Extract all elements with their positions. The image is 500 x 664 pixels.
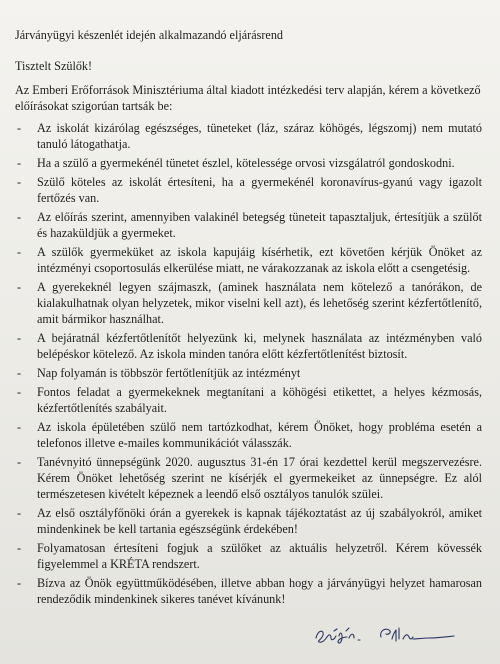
list-item xyxy=(15,155,482,171)
bullet-dash: - xyxy=(17,245,22,259)
bullet-dash: - xyxy=(17,210,22,224)
bullet-dash: - xyxy=(17,541,22,555)
bullet-dash: - xyxy=(17,280,22,294)
rule-text: A szülők gyermeküket az iskola kapujáig kísérhetik, ezt követően kérjük Önöket az intézményi csoportosulás elkerülése miatt, ne várakozzanak az iskola előtt a csengetésig. xyxy=(37,245,482,275)
rules-list xyxy=(15,120,482,607)
list-item xyxy=(15,330,482,362)
rule-text: Tanévnyitó ünnepségünk 2020. augusztus 31-én 17 órai kezdettel kerül megszervezésre. Kérem Önöket lehetőség szerint ne kísérjék el gyermekeiket az ünnepségre. Ez alól természetesen kivételt képeznek a leendő első osztályos tanulók szülei. xyxy=(37,455,482,501)
list-item xyxy=(15,120,482,152)
rule-text: Fontos feladat a gyermekeknek megtanítani a köhögési etikettet, a helyes kézmosás, kézfertőtlenítés szabályait. xyxy=(37,385,482,415)
document-title: Járványügyi készenlét idején alkalmazandó eljárásrend xyxy=(15,28,284,42)
rule-text: A gyerekeknél legyen szájmaszk, (aminek használata nem kötelező a tanórákon, de kialakulhatnak olyan helyzetek, mikor viselni kell azt), és lehetőség szerint kézfertőtlenítő, amit bármikor használhat. xyxy=(37,280,482,326)
list-item xyxy=(15,384,482,416)
bullet-dash: - xyxy=(17,331,22,345)
rule-text: Az előírás szerint, amennyiben valakinél betegség tüneteit tapasztaljuk, értesítjük a szülőt és hazaküldjük a gyermeket. xyxy=(37,210,482,240)
bullet-dash: - xyxy=(17,121,22,135)
rule-text: Nap folyamán is többször fertőtlenítjük az intézményt xyxy=(37,366,301,380)
rule-text: Ha a szülő a gyermekénél tünetet észlel, kötelessége orvosi vizsgálatról gondoskodni. xyxy=(37,156,455,170)
rule-text: Szülő köteles az iskolát értesíteni, ha a gyermekénél koronavírus-gyanú vagy igazolt fertőzés van. xyxy=(37,175,482,205)
bullet-dash: - xyxy=(17,420,22,434)
list-item xyxy=(15,244,482,276)
list-item xyxy=(15,365,482,381)
list-item xyxy=(15,575,482,607)
rule-text: Folyamatosan értesíteni fogjuk a szülőket az aktuális helyzetről. Kérem kövessék figyelemmel a KRÉTA rendszert. xyxy=(37,541,482,571)
intro-paragraph: Az Emberi Erőforrások Minisztériuma által kiadott intézkedési terv alapján, kérem a következő előírásokat szigorúan tartsák be: xyxy=(15,83,481,113)
bullet-dash: - xyxy=(17,455,22,469)
bullet-dash: - xyxy=(17,576,22,590)
bullet-dash: - xyxy=(17,156,22,170)
list-item xyxy=(15,419,482,451)
bullet-dash: - xyxy=(17,506,22,520)
bullet-dash: - xyxy=(17,366,22,380)
bullet-dash: - xyxy=(17,175,22,189)
list-item xyxy=(15,505,482,537)
list-item xyxy=(15,454,482,502)
rule-text: Az iskolát kizárólag egészséges, tüneteket (láz, száraz köhögés, légszomj) nem mutató tanuló látogathatja. xyxy=(37,121,482,151)
rule-text: A bejáratnál kézfertőtlenítőt helyezünk ki, melynek használata az intézményben való belépéskor kötelező. Az iskola minden tanóra előtt kézfertőtlenítést biztosít. xyxy=(37,331,482,361)
rule-text: Az első osztályfőnöki órán a gyerekek is kapnak tájékoztatást az új szabályokról, amiket mindenkinek be kell tartania egészségünk érdekében! xyxy=(37,506,482,536)
salutation: Tisztelt Szülők! xyxy=(15,59,93,73)
rule-text: Az iskola épületében szülő nem tartózkodhat, kérem Önöket, hogy probléma esetén a telefonos illetve e-mailes kommunikációt válasszák. xyxy=(37,420,482,450)
list-item xyxy=(15,540,482,572)
handwritten-signature xyxy=(313,620,463,646)
bullet-dash: - xyxy=(17,385,22,399)
rule-text: Bízva az Önök együttműködésében, illetve abban hogy a járványügyi helyzet hamarosan rendeződik mindenkinek sikeres tanévet kívánunk! xyxy=(37,576,482,606)
list-item xyxy=(15,174,482,206)
list-item xyxy=(15,209,482,241)
list-item xyxy=(15,279,482,327)
